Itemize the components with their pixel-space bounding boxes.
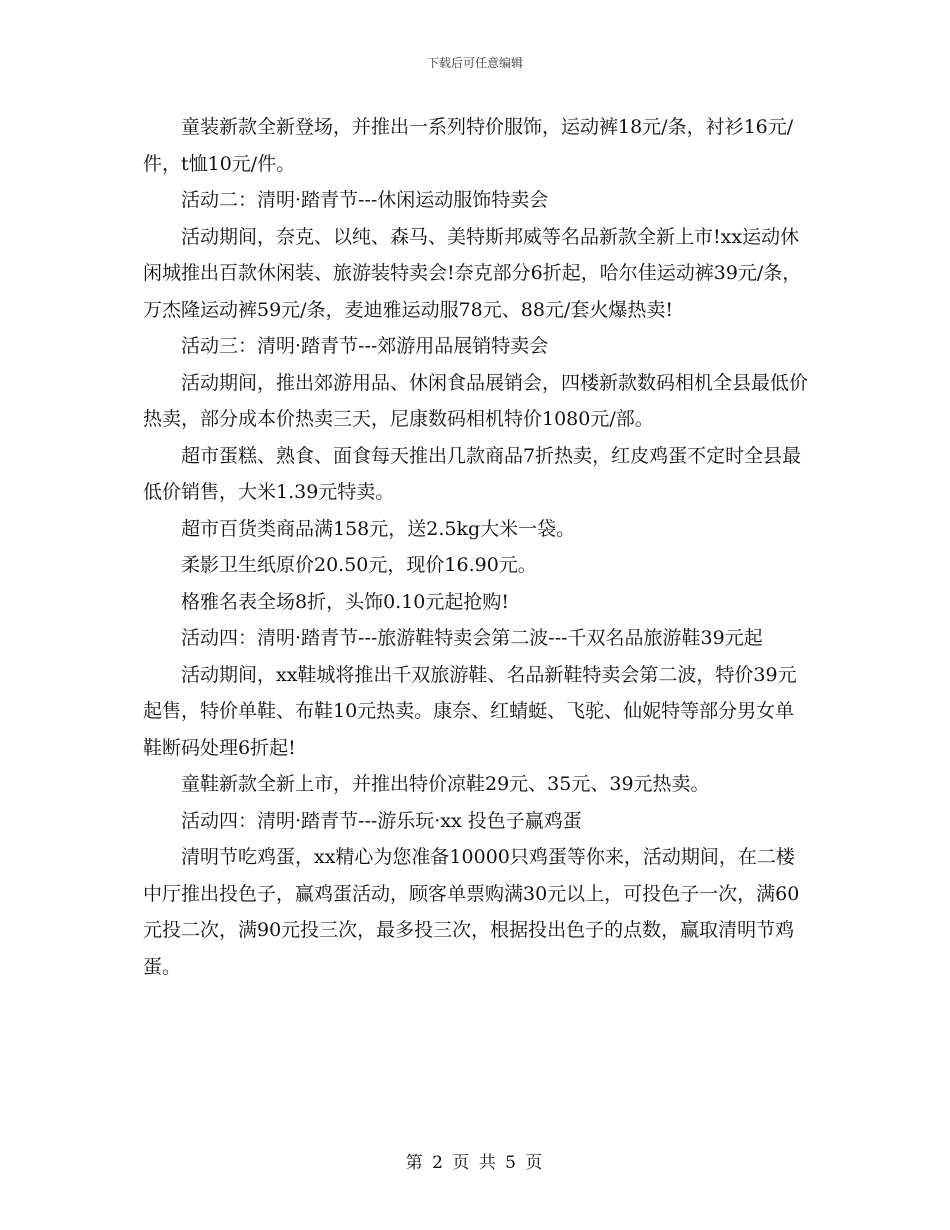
- paragraph: 活动期间，推出郊游用品、休闲食品展销会，四楼新款数码相机全县最低价热卖，部分成本价热卖三天，尼康数码相机特价1080元/部。: [143, 371, 809, 430]
- paragraph: 超市蛋糕、熟食、面食每天推出几款商品7折热卖，红皮鸡蛋不定时全县最低价销售，大米1.39元特卖。: [143, 444, 802, 503]
- section-heading: 活动四：清明·踏青节---游乐玩·xx 投色子赢鸡蛋: [181, 809, 582, 832]
- paragraph: 格雅名表全场8折，头饰0.10元起抢购!: [181, 590, 510, 613]
- paragraph: 清明节吃鸡蛋，xx精心为您准备10000只鸡蛋等你来，活动期间，在二楼中厅推出投色子，赢鸡蛋活动，顾客单票购满30元以上，可投色子一次，满60元投二次，满90元投三次，最多投三次，根据投出色子的点数，赢取清明节鸡蛋。: [143, 846, 800, 978]
- section-heading: 活动四：清明·踏青节---旅游鞋特卖会第二波---千双名品旅游鞋39元起: [181, 627, 763, 649]
- section-heading: 活动二：清明·踏青节---休闲运动服饰特卖会: [181, 189, 549, 211]
- paragraph: 超市百货类商品满158元，送2.5kg大米一袋。: [181, 517, 576, 540]
- body-text: [143, 109, 808, 985]
- paragraph: 活动期间，xx鞋城将推出千双旅游鞋、名品新鞋特卖会第二波，特价39元起售，特价单鞋、布鞋10元热卖。康奈、红蜻蜓、飞驼、仙妮特等部分男女单鞋断码处理6折起!: [143, 663, 797, 759]
- paragraph: 童装新款全新登场，并推出一系列特价服饰，运动裤18元/条，衬衫16元/件，t恤10元/件。: [143, 116, 794, 175]
- page-header: 下载后可任意编辑: [426, 56, 523, 70]
- page-number-footer: 第 2 页 共 5 页: [405, 1153, 545, 1173]
- paragraph: 柔影卫生纸原价20.50元，现价16.90元。: [181, 554, 537, 576]
- paragraph: 活动期间，奈克、以纯、森马、美特斯邦威等名品新款全新上市!xx运动休闲城推出百款休闲装、旅游装特卖会!奈克部分6折起，哈尔佳运动裤39元/条，万杰隆运动裤59元/条，麦迪雅运动服78元、88元/套火爆热卖!: [143, 225, 802, 321]
- paragraph: 童鞋新款全新上市，并推出特价凉鞋29元、35元、39元热卖。: [181, 773, 710, 795]
- section-heading: 活动三：清明·踏青节---郊游用品展销特卖会: [181, 335, 549, 357]
